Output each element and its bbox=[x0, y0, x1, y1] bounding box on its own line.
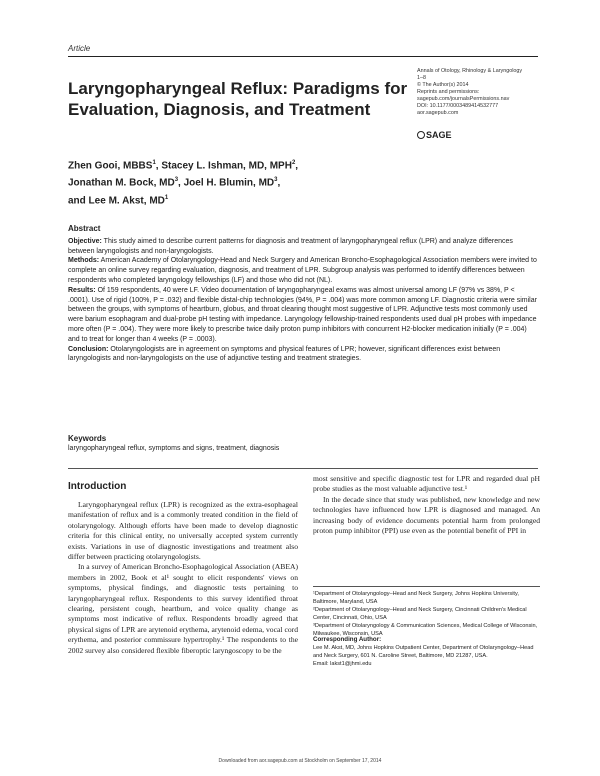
journal-permissions-link[interactable]: sagepub.com/journalsPermissions.nav bbox=[417, 96, 510, 102]
intro-paragraph-1: Laryngopharyngeal reflux (LPR) is recognized as the extra-esophageal manifestation of reflux and is a commonly treated condition in the field of otolaryngology. Although efforts have been made to develop diagnostic criteria for this clinical entity, no universally accepted system currently exists. Variations in use of diagnostic investigations and treatment also differ between practicing otolaryngologists. bbox=[68, 500, 298, 562]
publisher-name: SAGE bbox=[426, 130, 452, 140]
corresponding-author bbox=[313, 636, 540, 668]
abstract-conclusion bbox=[68, 345, 538, 365]
author-gooi: Zhen Gooi, MBBS bbox=[68, 160, 153, 172]
abstract-results bbox=[68, 286, 538, 345]
comma: , bbox=[277, 177, 281, 189]
affil-mark: 3 bbox=[274, 177, 278, 184]
affiliation-3: ³Department of Otolaryngology & Communication Sciences, Medical College of Wisconsin, Milwaukee, Wisconsin, USA bbox=[313, 623, 538, 637]
affiliation-2: ²Department of Otolaryngology–Head and Neck Surgery, Cincinnati Children's Medical Center, Cincinnati, Ohio, USA bbox=[313, 607, 527, 621]
author-blumin: , Joel H. Blumin, MD bbox=[178, 177, 275, 189]
abstract-heading: Abstract bbox=[68, 224, 101, 233]
intro-paragraph-3: In the decade since that study was published, new knowledge and new technologies have influenced how LPR is diagnosed and managed. An increasing body of evidence documents potential harm from prolonged proton pump inhibitor (PPI) use even as the potential benefit of PPI in bbox=[313, 494, 540, 536]
journal-reprints: Reprints and permissions: bbox=[417, 89, 480, 95]
corresponding-email[interactable]: Email: lakst1@jhmi.edu bbox=[313, 661, 372, 667]
affil-mark: 1 bbox=[152, 160, 156, 166]
author-akst: and Lee M. Akst, MD bbox=[68, 194, 165, 206]
introduction-heading: Introduction bbox=[68, 481, 127, 492]
author-list bbox=[68, 156, 368, 208]
intro-paragraph-2-cont: most sensitive and specific diagnostic test for LPR and regarded dual pH probe studies as the most valuable adjunctive test.¹ bbox=[313, 474, 540, 494]
download-footer: Downloaded from aor.sagepub.com at Stockholm on September 17, 2014 bbox=[218, 758, 382, 764]
journal-pages: 1–8 bbox=[417, 75, 426, 81]
methods-text: American Academy of Otolaryngology-Head and Neck Surgery and American Broncho-Esophagological Association members were invited to complete an online survey regarding evaluation, diagnosis, and treatment of LPR. Subgroup analysis was performed to identify differences between respondents who completed laryngology fellowships (LF) and those who did not (NL). bbox=[68, 257, 537, 284]
abstract-methods bbox=[68, 256, 538, 285]
affil-mark: 3 bbox=[174, 177, 179, 184]
journal-copyright: © The Author(s) 2014 bbox=[417, 82, 469, 88]
corresponding-heading: Corresponding Author: bbox=[313, 636, 382, 643]
affil-mark: 1 bbox=[164, 194, 169, 201]
results-text: Of 159 respondents, 40 were LF. Video documentation of laryngopharyngeal exams was almost universal among LF (97% vs 38%, P < .0001). Use of rigid (100%, P = .032) and flexible distal-chip technologies (94%, P = .004) was more common among LF. Diagnostic criteria were similar between the groups, with symptoms of heartburn, globus, and throat clearing thought most suggestive of LPR. Adjunctive tests most commonly used were barium esophagram and dual-probe pH testing with impedance. Laryngology fellowship-trained respondents used dual pH probes with impedance more often (P = .004). They were more likely to prescribe twice daily proton pump inhibitors with concurrent H2-blocker medication initially (P = .004) and to treat for longer than 4 weeks (P = .0003). bbox=[68, 286, 537, 343]
objective-label: Objective: bbox=[68, 237, 102, 245]
objective-text: This study aimed to describe current patterns for diagnosis and treatment of laryngopharyngeal reflux (LPR) and analyze differences between laryngologists and non-laryngologists. bbox=[68, 237, 513, 255]
publisher-logo bbox=[417, 130, 452, 140]
author-ishman: , Stacey L. Ishman, MD, MPH bbox=[155, 160, 292, 172]
body-column-right bbox=[313, 474, 540, 536]
conclusion-text: Otolaryngologists are in agreement on symptoms and physical features of LPR; however, significant differences exist between laryngologists and non-laryngologists on the use of adjunctive testing and treatment strategies. bbox=[68, 345, 501, 363]
article-title: Laryngopharyngeal Reflux: Paradigms for Evaluation, Diagnosis, and Treatment bbox=[68, 79, 408, 119]
keywords-text: laryngopharyngeal reflux, symptoms and signs, treatment, diagnosis bbox=[68, 445, 280, 452]
conclusion-label: Conclusion: bbox=[68, 345, 109, 353]
abstract-section bbox=[68, 224, 538, 364]
affiliations bbox=[313, 590, 540, 638]
affiliation-rule bbox=[313, 586, 540, 587]
journal-info bbox=[417, 68, 542, 117]
author-bock: Jonathan M. Bock, MD bbox=[68, 177, 175, 189]
results-label: Results: bbox=[68, 286, 96, 294]
keywords-heading: Keywords bbox=[68, 434, 107, 443]
article-type-label: Article bbox=[68, 44, 91, 53]
sage-logo-icon bbox=[417, 131, 425, 139]
intro-paragraph-2: In a survey of American Broncho-Esophagological Association (ABEA) members in 2002, Book et al¹ sought to elicit respondents' views on symptoms, physical findings, and diagnostic tests pertaining to laryngopharyngeal reflux. Respondents to this survey identified throat clearing, persistent cough, heartburn, and voice quality change as symptoms most indicative of reflux. Respondents broadly agreed that physical signs of LPR are arytenoid erythema, arytenoid edema, vocal cord erythema, and posterior commissure hypertrophy.¹ The respondents to the 2002 survey also considered flexible fiberoptic laryngoscopy to be the bbox=[68, 562, 298, 655]
body-column-left bbox=[68, 500, 298, 656]
keywords-section bbox=[68, 434, 538, 454]
affiliation-1: ¹Department of Otolaryngology–Head and Neck Surgery, Johns Hopkins University, Baltimore, Maryland, USA bbox=[313, 591, 519, 605]
methods-label: Methods: bbox=[68, 257, 100, 265]
affil-mark: 2 bbox=[291, 160, 296, 166]
corresponding-address: Lee M. Akst, MD, Johns Hopkins Outpatient Center, Department of Otolaryngology–Head and Neck Surgery, 601 N. Caroline Street, Baltimore, MD 21287, USA. bbox=[313, 645, 534, 659]
journal-site[interactable]: aor.sagepub.com bbox=[417, 110, 459, 116]
journal-doi[interactable]: DOI: 10.1177/0003489414532777 bbox=[417, 103, 499, 109]
header-rule bbox=[68, 56, 538, 57]
journal-name: Annals of Otology, Rhinology & Laryngology bbox=[417, 68, 523, 74]
comma: , bbox=[295, 160, 299, 172]
abstract-objective bbox=[68, 237, 538, 257]
abstract-rule bbox=[68, 468, 538, 469]
